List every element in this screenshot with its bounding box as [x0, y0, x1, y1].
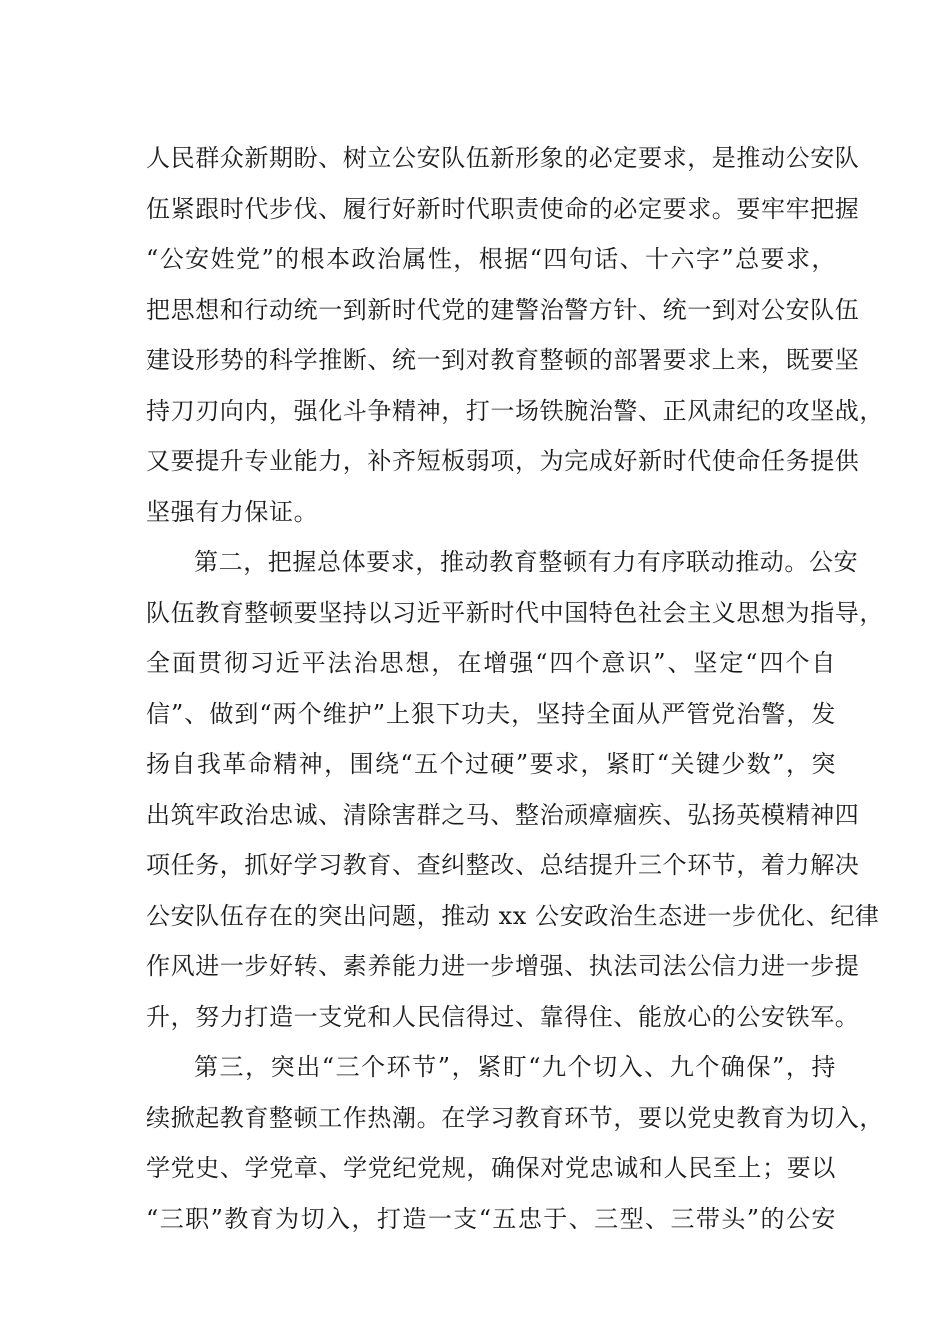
text-line: 作风进一步好转、素养能力进一步增强、执法司法公信力进一步提: [146, 952, 860, 980]
text-line: 项任务，抓好学习教育、查纠整改、总结提升三个环节，着力解决: [146, 851, 860, 879]
text-line: 续掀起教育整顿工作热潮。在学习教育环节，要以党史教育为切入，: [146, 1103, 884, 1132]
text-line: 建设形势的科学推断、统一到对教育整顿的部署要求上来，既要坚: [146, 346, 860, 374]
text-line: 公安队伍存在的突出问题，推动 xx 公安政治生态进一步优化、纪律: [146, 901, 880, 930]
text-line: 人民群众新期盼、树立公安队伍新形象的必定要求，是推动公安队: [146, 144, 860, 172]
text-line: “三职”教育为切入，打造一支“五忠于、三型、三带头”的公安: [146, 1204, 836, 1233]
paragraph-last-line: 升，努力打造一支党和人民信得过、靠得住、能放心的公安铁军。: [146, 1002, 860, 1031]
text-line: 出筑牢政治忠诚、清除害群之马、整治顽瘴痼疾、弘扬英模精神四: [146, 800, 860, 829]
paragraph-first-line: 第三，突出“三个环节”，紧盯“九个切入、九个确保”，持: [194, 1053, 836, 1081]
text-line: 又要提升专业能力，补齐短板弱项，为完成好新时代使命任务提供: [146, 447, 860, 475]
paragraph-first-line: 第二，把握总体要求，推动教育整顿有力有序联动推动。公安: [194, 548, 859, 576]
text-line: 信”、做到“两个维护”上狠下功夫，坚持全面从严管党治警，发: [146, 699, 836, 728]
text-line: 把思想和行动统一到新时代党的建警治警方针、统一到对公安队伍: [146, 295, 860, 324]
text-line: 持刀刃向内，强化斗争精神，打一场铁腕治警、正风肃纪的攻坚战，: [146, 396, 884, 425]
text-line: 伍紧跟时代步伐、履行好新时代职责使命的必定要求。要牢牢把握: [146, 194, 860, 223]
text-line: 扬自我革命精神，围绕“五个过硬”要求，紧盯“关键少数”，突: [146, 750, 836, 778]
paragraph-last-line: 坚强有力保证。: [146, 497, 319, 526]
text-line: “公安姓党”的根本政治属性，根据“四句话、十六字”总要求，: [146, 245, 836, 273]
text-line: 队伍教育整顿要坚持以习近平新时代中国特色社会主义思想为指导，: [146, 598, 884, 627]
text-line: 全面贯彻习近平法治思想，在增强“四个意识”、坚定“四个自: [146, 649, 836, 677]
document-body: [146, 133, 884, 1244]
text-line: 学党史、学党章、学党纪党规，确保对党忠诚和人民至上；要以: [146, 1154, 836, 1182]
